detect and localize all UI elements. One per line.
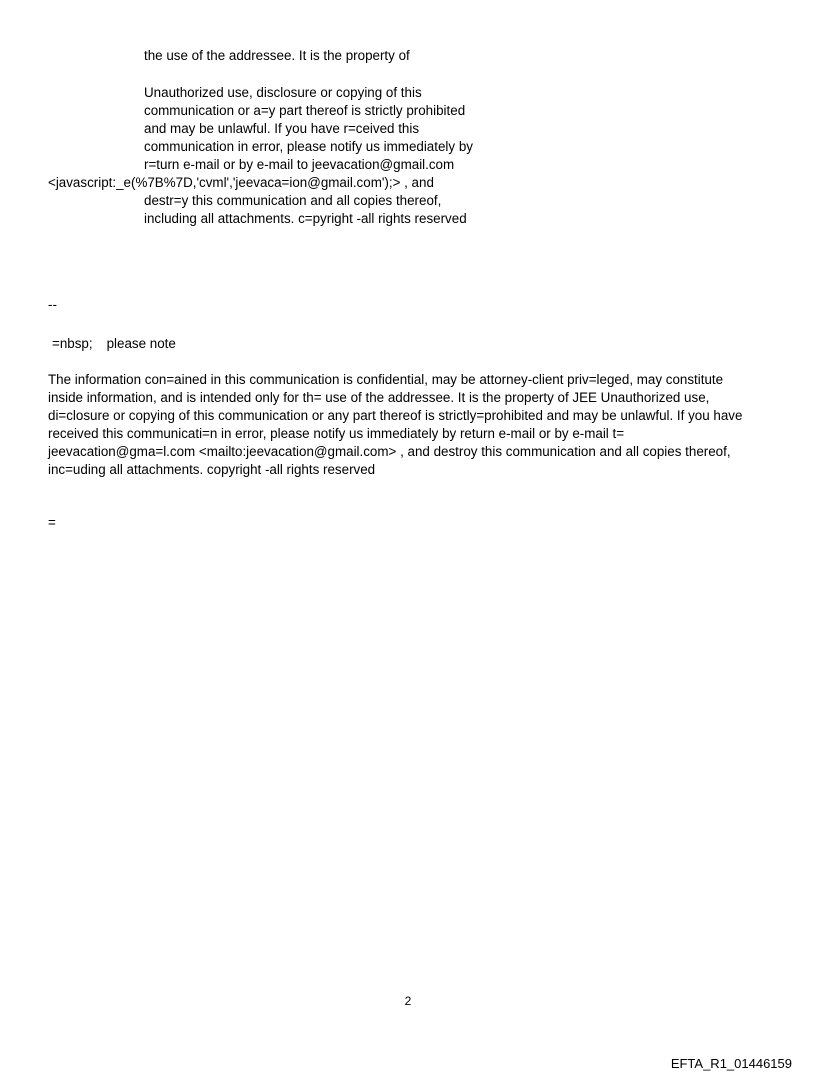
block2-line-3: di=closure or copying of this communication or any part thereof is strictly=prohibited and may be unlawful. If you have (48, 408, 743, 423)
block1-line-6: r=turn e-mail or by e-mail to jeevacation@gmail.com (144, 157, 455, 172)
note-line (52, 335, 176, 353)
block2-line-2: inside information, and is intended only for th= use of the addressee. It is the property of JEE Unauthorized use, (48, 390, 710, 405)
document-id: EFTA_R1_01446159 (670, 1056, 792, 1071)
block2-line-5: jeevacation@gma=l.com <mailto:jeevacation@gmail.com> , and destroy this communication and all copies thereof, (48, 444, 731, 459)
page-number: 2 (404, 994, 412, 1008)
block1-line-9: including all attachments. c=pyright -all rights reserved (144, 211, 467, 226)
note-prefix: =nbsp; (52, 336, 93, 351)
block1-line-8: destr=y this communication and all copies thereof, (144, 193, 442, 208)
block1-line-7: <javascript:_e(%7B%7D,'cvml','jeevaca=ion@gmail.com');> , and (48, 175, 434, 190)
separator: -- (48, 297, 57, 312)
block2-line-1: The information con=ained in this communication is confidential, may be attorney-client priv=leged, may constitute (48, 372, 724, 387)
trailing-equals: = (48, 515, 56, 530)
block1-line-4: and may be unlawful. If you have r=ceived this (144, 121, 420, 136)
block2-line-4: received this communicati=n in error, please notify us immediately by return e-mail or by e-mail t= (48, 426, 625, 441)
block2-line-6: inc=uding all attachments. copyright -all rights reserved (48, 462, 376, 477)
block1-line-2: Unauthorized use, disclosure or copying of this (144, 85, 422, 100)
block1-line-1: the use of the addressee. It is the property of (144, 48, 410, 63)
block1-line-5: communication in error, please notify us immediately by (144, 139, 473, 154)
block1-line-3: communication or a=y part thereof is strictly prohibited (144, 103, 466, 118)
note-label: please note (106, 336, 176, 351)
